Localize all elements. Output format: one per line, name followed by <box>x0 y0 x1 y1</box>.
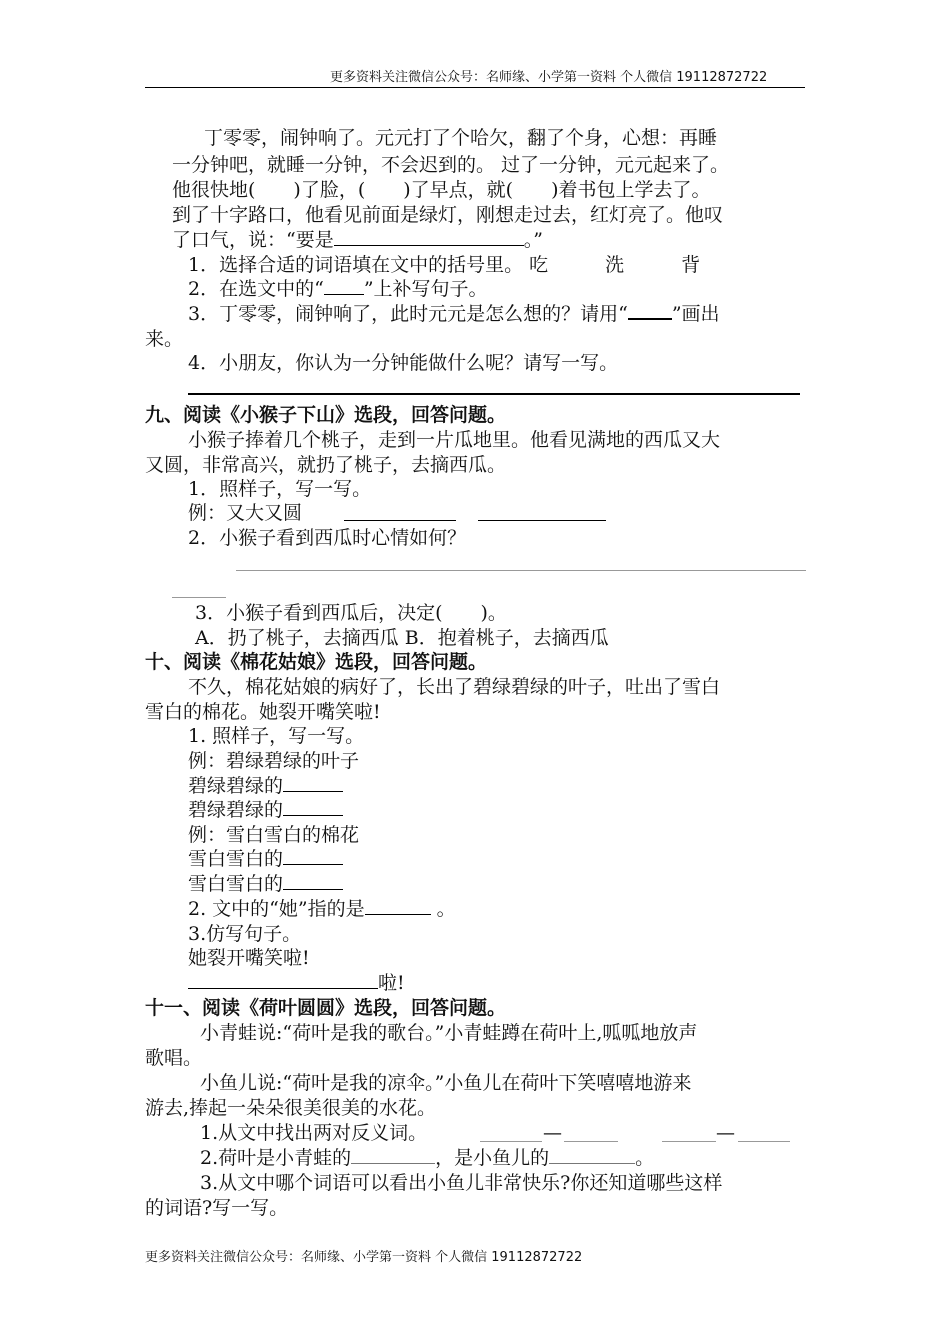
answer-blank[interactable] <box>283 873 343 890</box>
question-text: 2. 文中的“她”指的是 <box>188 898 365 920</box>
fill-line <box>188 847 343 871</box>
answer-blank[interactable] <box>549 1147 635 1164</box>
answer-line[interactable] <box>564 1141 618 1142</box>
passage-line <box>172 228 543 252</box>
example: 例：雪白雪白的棉花 <box>188 824 360 846</box>
question-text: ”上补写句子。 <box>363 278 488 300</box>
answer-blank[interactable] <box>324 278 364 295</box>
question-3: 3.从文中哪个词语可以看出小鱼儿非常快乐?你还知道哪些这样 <box>200 1172 723 1194</box>
imitation-line <box>188 971 405 995</box>
question-2 <box>188 277 488 301</box>
question-3: 3.仿写句子。 <box>188 923 302 945</box>
question-text: 。 <box>635 1147 655 1169</box>
fill-text: 雪白雪白的 <box>188 873 284 895</box>
question-1: 1. 照样子，写一写。 <box>188 725 365 747</box>
passage-text: 了口气，说：“要是 <box>172 229 334 251</box>
question-3: 3．小猴子看到西瓜后，决定( )。 <box>195 602 507 624</box>
fill-text: 碧绿碧绿的 <box>188 799 284 821</box>
passage-line: 一分钟吧，就睡一分钟，不会迟到的。 过了一分钟，元元起来了。 <box>172 154 730 176</box>
question-text: 2.荷叶是小青蛙的 <box>200 1147 352 1169</box>
page-footer: 更多资料关注微信公众号：名师缘、小学第一资料 个人微信 19112872722 <box>145 1250 583 1265</box>
answer-line[interactable] <box>480 1141 542 1142</box>
section-11-title: 十一、阅读《荷叶圆圆》选段，回答问题。 <box>145 997 507 1019</box>
sample-sentence: 她裂开嘴笑啦! <box>188 947 310 969</box>
passage-line: 游去,捧起一朵朵很美很美的水花。 <box>145 1097 437 1119</box>
answer-line[interactable] <box>344 520 456 521</box>
question-1: 1.从文中找出两对反义词。 <box>200 1122 428 1144</box>
fill-text: 雪白雪白的 <box>188 848 284 870</box>
fill-line <box>188 774 343 798</box>
question-2: 2．小猴子看到西瓜时心情如何？ <box>188 527 467 549</box>
example: 例：又大又圆 <box>188 502 303 524</box>
section-10-title: 十、阅读《棉花姑娘》选段，回答问题。 <box>145 651 488 673</box>
fill-line <box>188 872 343 896</box>
question-3-cont: 的词语?写一写。 <box>145 1197 289 1219</box>
answer-blank[interactable] <box>365 898 431 915</box>
passage-line: 小鱼儿说:“荷叶是我的凉伞。”小鱼儿在荷叶下笑嘻嘻地游来 <box>200 1072 692 1094</box>
question-text: 2．在选文中的“ <box>188 278 324 300</box>
question-3-options: A．扔了桃子，去摘西瓜 B．抱着桃子，去摘西瓜 <box>195 627 609 649</box>
fill-text: 啦! <box>378 972 405 994</box>
answer-blank[interactable] <box>351 1147 435 1164</box>
question-2 <box>188 897 456 921</box>
answer-blank[interactable] <box>283 799 343 816</box>
passage-line: 丁零零，闹钟响了。元元打了个哈欠，翻了个身，心想：再睡 <box>204 127 718 149</box>
answer-blank[interactable] <box>283 775 343 792</box>
example: 例：碧绿碧绿的叶子 <box>188 750 360 772</box>
question-1: 1．选择合适的词语填在文中的括号里。 吃 洗 背 <box>188 254 701 276</box>
answer-line[interactable] <box>478 520 606 521</box>
passage-line: 到了十字路口，他看见前面是绿灯，刚想走过去，红灯亮了。他叹 <box>172 204 724 226</box>
question-text: 3．丁零零，闹钟响了，此时元元是怎么想的？请用“ <box>188 303 628 325</box>
section-9-title: 九、阅读《小猴子下山》选段，回答问题。 <box>145 404 507 426</box>
passage-text: 。” <box>523 229 543 251</box>
fill-text: 碧绿碧绿的 <box>188 775 284 797</box>
passage-line: 他很快地( )了脸，( )了早点，就( )着书包上学去了。 <box>172 179 711 201</box>
question-1: 1．照样子，写一写。 <box>188 478 372 500</box>
question-4: 4．小朋友，你认为一分钟能做什么呢？请写一写。 <box>188 352 619 374</box>
passage-line: 又圆，非常高兴，就扔了桃子，去摘西瓜。 <box>145 454 507 476</box>
answer-line[interactable] <box>738 1141 790 1142</box>
answer-blank[interactable] <box>283 848 343 865</box>
answer-blank[interactable] <box>188 972 378 989</box>
passage-line: 雪白的棉花。她裂开嘴笑啦! <box>145 701 381 723</box>
fill-line <box>188 798 343 822</box>
question-text: 。 <box>436 898 456 920</box>
question-3 <box>188 302 720 326</box>
passage-line: 小猴子捧着几个桃子，走到一片瓜地里。他看见满地的西瓜又大 <box>188 429 721 451</box>
page-header: 更多资料关注微信公众号：名师缘、小学第一资料 个人微信 19112872722 <box>330 70 768 85</box>
dash-2: — <box>716 1122 735 1144</box>
answer-line[interactable] <box>188 393 800 395</box>
question-3-cont: 来。 <box>145 328 184 350</box>
header-divider <box>145 87 805 88</box>
answer-blank[interactable] <box>334 229 524 246</box>
question-text: ，是小鱼儿的 <box>435 1147 550 1169</box>
answer-line[interactable] <box>172 597 226 598</box>
question-2 <box>200 1146 654 1170</box>
question-text: ”画出 <box>671 303 720 325</box>
answer-line[interactable] <box>662 1141 716 1142</box>
passage-line: 不久，棉花姑娘的病好了，长出了碧绿碧绿的叶子，吐出了雪白 <box>188 676 721 698</box>
passage-line: 小青蛙说:“荷叶是我的歌台。”小青蛙蹲在荷叶上,呱呱地放声 <box>200 1022 698 1044</box>
dash-1: — <box>543 1122 562 1144</box>
answer-line[interactable] <box>236 570 806 571</box>
answer-blank[interactable] <box>628 302 672 320</box>
passage-line: 歌唱。 <box>145 1047 203 1069</box>
